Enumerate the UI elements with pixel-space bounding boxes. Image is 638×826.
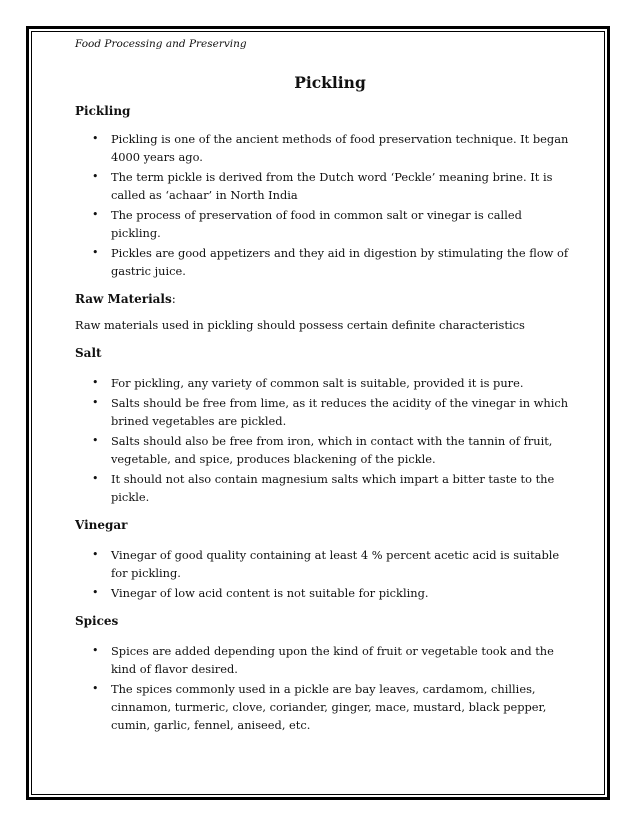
section-heading-vinegar: Vinegar (75, 518, 128, 532)
list-item-text: Spices are added depending upon the kind of fruit or vegetable took and the kind of flavor desired. (111, 644, 554, 676)
raw-materials-heading-text: Raw Materials (75, 292, 172, 306)
list-item (92, 206, 575, 242)
section-heading-pickling: Pickling (75, 104, 131, 118)
bullet-icon: • (92, 644, 99, 657)
list-item-text: For pickling, any variety of common salt is suitable, provided it is pure. (111, 376, 524, 390)
list-item-text: Vinegar of good quality containing at least 4 % percent acetic acid is suitable for pickling. (111, 548, 560, 580)
bullet-icon: • (92, 548, 99, 561)
pickling-bullet-list (75, 130, 575, 280)
list-item (92, 394, 575, 430)
salt-bullet-list (75, 374, 575, 506)
raw-materials-heading-colon: : (171, 292, 176, 306)
list-item (92, 130, 575, 166)
running-header: Food Processing and Preserving (75, 38, 247, 50)
list-item-text: The process of preservation of food in common salt or vinegar is called pickling. (111, 208, 522, 240)
bullet-icon: • (92, 586, 99, 599)
list-item (92, 642, 575, 678)
bullet-icon: • (92, 246, 99, 259)
list-item-text: Pickling is one of the ancient methods of food preservation technique. It began 4000 years ago. (111, 132, 569, 164)
list-item (92, 584, 575, 602)
bullet-icon: • (92, 472, 99, 485)
list-item-text: Vinegar of low acid content is not suitable for pickling. (111, 586, 429, 600)
list-item-text: Salts should be free from lime, as it reduces the acidity of the vinegar in which brined vegetables are pickled. (111, 396, 569, 428)
bullet-icon: • (92, 434, 99, 447)
section-heading-spices: Spices (75, 614, 119, 628)
page-title: Pickling (294, 73, 366, 92)
document-page (75, 38, 575, 746)
list-item (92, 432, 575, 468)
list-item (92, 168, 575, 204)
bullet-icon: • (92, 208, 99, 221)
list-item-text: The term pickle is derived from the Dutch word ‘Peckle’ meaning brine. It is called as ‘achaar’ in North India (111, 170, 553, 202)
list-item (92, 374, 575, 392)
bullet-icon: • (92, 170, 99, 183)
bullet-icon: • (92, 682, 99, 695)
list-item (92, 546, 575, 582)
list-item-text: Pickles are good appetizers and they aid in digestion by stimulating the flow of gastric juice. (111, 246, 569, 278)
raw-materials-paragraph: Raw materials used in pickling should possess certain definite characteristics (75, 318, 525, 332)
bullet-icon: • (92, 132, 99, 145)
list-item-text: The spices commonly used in a pickle are bay leaves, cardamom, chillies, cinnamon, turmeric, clove, coriander, ginger, mace, mustard, black pepper, cumin, garlic, fennel, aniseed, etc. (111, 682, 547, 732)
spices-bullet-list (75, 642, 575, 734)
bullet-icon: • (92, 396, 99, 409)
list-item-text: It should not also contain magnesium salts which impart a bitter taste to the pickle. (111, 472, 555, 504)
list-item-text: Salts should also be free from iron, which in contact with the tannin of fruit, vegetable, and spice, produces blackening of the pickle. (111, 434, 553, 466)
section-heading-raw-materials (75, 292, 575, 306)
list-item (92, 244, 575, 280)
bullet-icon: • (92, 376, 99, 389)
section-heading-salt: Salt (75, 346, 102, 360)
vinegar-bullet-list (75, 546, 575, 602)
list-item (92, 680, 575, 734)
list-item (92, 470, 575, 506)
